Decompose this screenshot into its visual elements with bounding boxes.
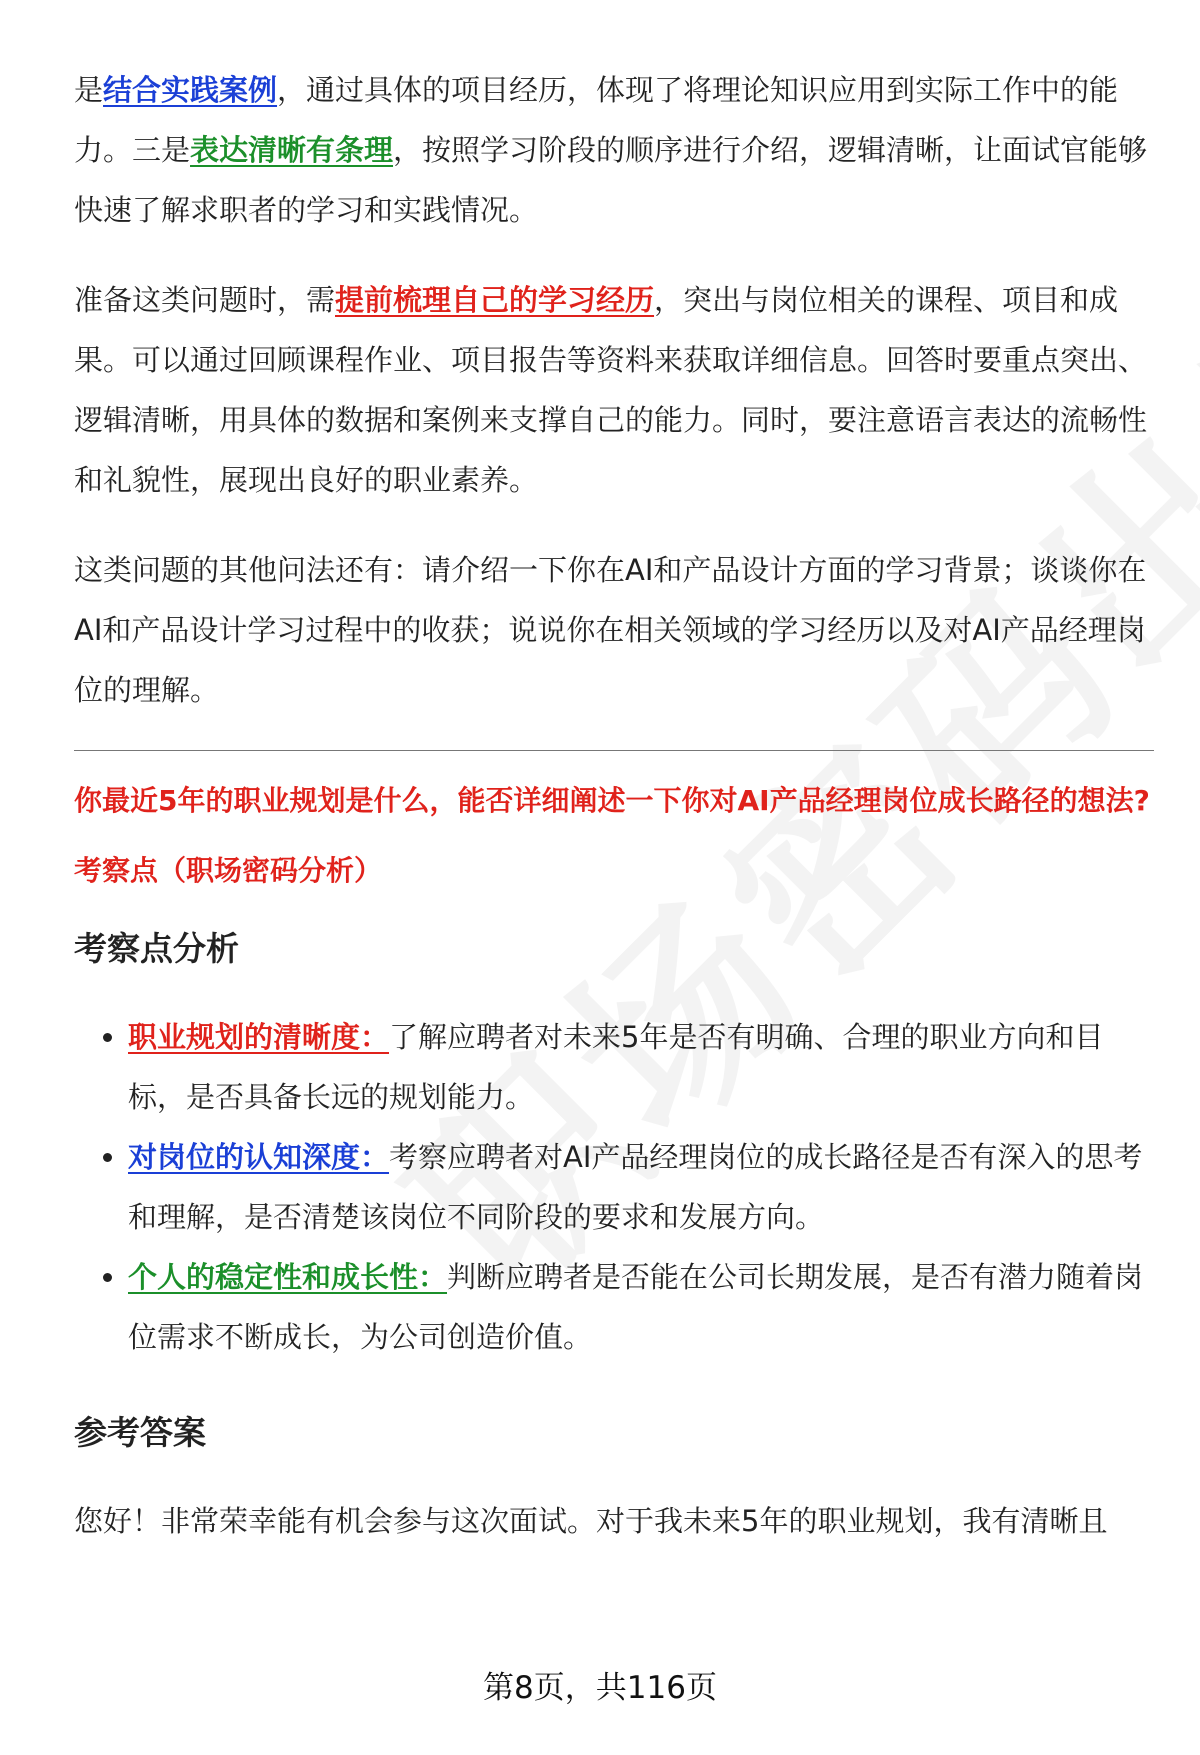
list-item: • 对岗位的认知深度：考察应聘者对AI产品经理岗位的成长路径是否有深入的思考和理解，是否清楚该岗位不同阶段的要求和发展方向。 (128, 1127, 1154, 1247)
page-number: 第8页，共116页 (483, 1670, 717, 1706)
analysis-subheading: 考察点（职场密码分析） (74, 854, 383, 887)
point-label: 对岗位的认知深度： (128, 1140, 390, 1174)
list-item: • 个人的稳定性和成长性：判断应聘者是否能在公司长期发展，是否有潜力随着岗位需求不断成长，为公司创造价值。 (128, 1247, 1154, 1367)
document-body (74, 60, 1154, 1581)
reference-heading: 参考答案 (74, 1413, 206, 1452)
analysis-heading: 考察点分析 (74, 929, 239, 968)
highlight-practice-cases: 结合实践案例 (103, 73, 278, 107)
analysis-list (74, 1007, 1154, 1367)
point-label: 个人的稳定性和成长性： (128, 1260, 448, 1294)
highlight-review-experience: 提前梳理自己的学习经历 (335, 283, 655, 317)
section-divider (74, 750, 1154, 751)
paragraph-2: 准备这类问题时，需提前梳理自己的学习经历，突出与岗位相关的课程、项目和成果。可以通过回顾课程作业、项目报告等资料来获取详细信息。回答时要重点突出、逻辑清晰，用具体的数据和案例来支撑自己的能力。同时，要注意语言表达的流畅性和礼貌性，展现出良好的职业素养。 (74, 283, 1148, 497)
paragraph-3: 这类问题的其他问法还有：请介绍一下你在AI和产品设计方面的学习背景；谈谈你在AI和产品设计学习过程中的收获；说说你在相关领域的学习经历以及对AI产品经理岗位的理解。 (74, 553, 1147, 707)
list-item: • 职业规划的清晰度：了解应聘者对未来5年是否有明确、合理的职业方向和目标，是否具备长远的规划能力。 (128, 1007, 1154, 1127)
interview-question: 你最近5年的职业规划是什么，能否详细阐述一下你对AI产品经理岗位成长路径的想法? (74, 784, 1150, 817)
paragraph-1: 是结合实践案例，通过具体的项目经历，体现了将理论知识应用到实际工作中的能力。三是表达清晰有条理，按照学习阶段的顺序进行介绍，逻辑清晰，让面试官能够快速了解求职者的学习和实践情况。 (74, 73, 1148, 227)
point-label: 职业规划的清晰度： (128, 1020, 390, 1054)
reference-answer: 您好！非常荣幸能有机会参与这次面试。对于我未来5年的职业规划，我有清晰且 (74, 1504, 1108, 1538)
highlight-clear-expression: 表达清晰有条理 (190, 133, 394, 167)
